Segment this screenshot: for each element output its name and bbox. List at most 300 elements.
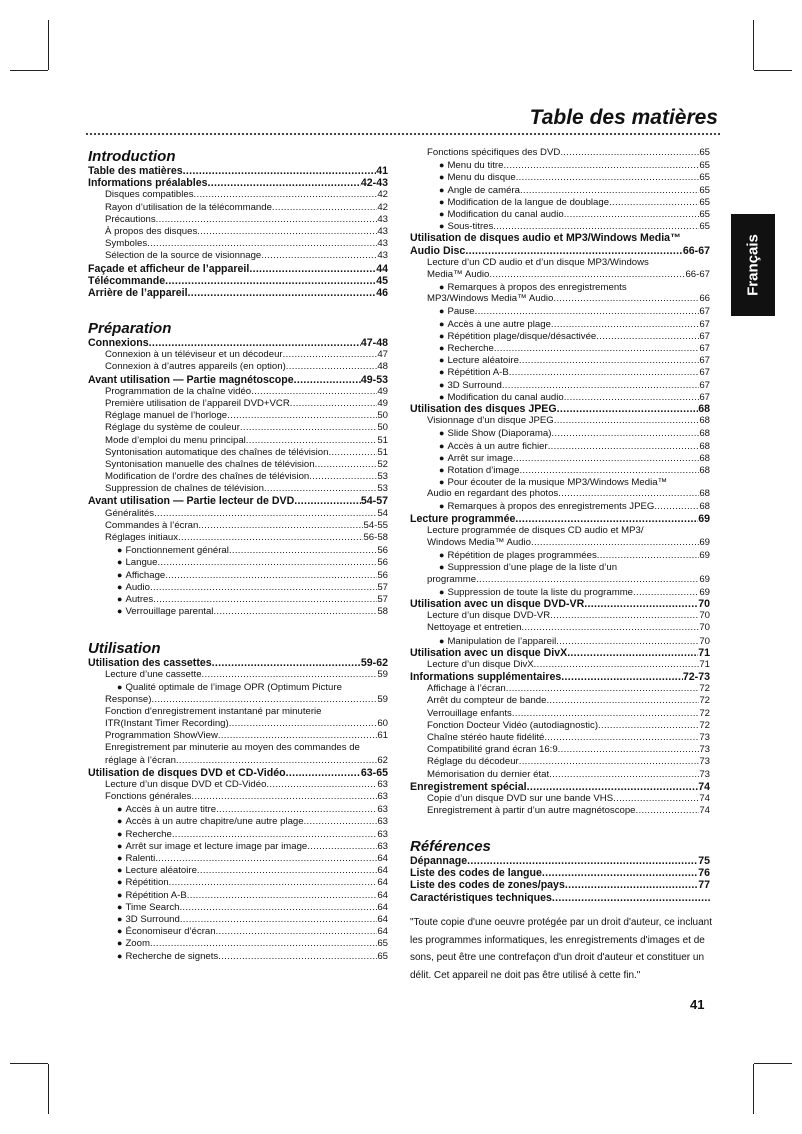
toc-entry[interactable] [88,520,388,532]
bullet-icon: ● [439,160,445,171]
toc-entry-page: 46 [376,286,388,299]
dot-leader [227,410,377,422]
toc-entry[interactable] [410,488,710,500]
bullet-icon: ● [439,379,445,390]
toc-entry-page: 69 [699,550,710,562]
toc-entry[interactable] [410,793,710,805]
bullet-icon: ● [117,581,123,592]
toc-entry[interactable] [410,171,710,183]
toc-entry[interactable] [410,695,710,707]
toc-entry[interactable] [88,669,388,681]
toc-entry[interactable] [88,238,388,250]
toc-entry[interactable] [410,342,710,354]
toc-entry-title: 3D Surround [447,379,502,391]
toc-entry-title: Visionnage d’un disque JPEG [427,415,554,427]
toc-entry[interactable] [410,720,710,732]
dot-leader [188,287,377,299]
toc-entry[interactable] [410,305,710,317]
toc-entry[interactable] [88,337,388,349]
toc-entry-page: 74 [699,792,710,804]
toc-entry[interactable] [410,708,710,720]
toc-entry-title: Angle de caméra [447,184,520,196]
toc-entry-title: Affichage à l’écran [427,683,506,695]
dot-leader [636,805,700,817]
dot-leader [513,453,699,465]
bullet-icon: ● [117,557,123,568]
dot-leader [584,598,698,610]
toc-entry-page: 41 [376,165,388,177]
toc-entry[interactable] [88,767,388,779]
toc-entry[interactable] [410,525,710,537]
dot-leader [506,683,700,695]
toc-entry[interactable] [88,913,388,925]
dot-leader [565,879,698,891]
toc-entry[interactable] [88,447,388,459]
toc-entry[interactable] [88,864,388,876]
toc-entry[interactable] [410,892,710,904]
bullet-icon: ● [439,586,445,597]
toc-entry-title: Arrière de l’appareil [88,286,188,299]
dot-leader [155,853,377,865]
toc-entry[interactable] [88,657,388,669]
dot-leader [551,319,699,331]
bullet-icon: ● [439,464,445,475]
toc-entry[interactable] [88,889,388,901]
toc-entry[interactable] [410,549,710,561]
toc-entry[interactable] [88,386,388,398]
toc-entry-title: Fonctions spécifiques des DVD [427,147,561,158]
toc-entry[interactable] [88,828,388,840]
toc-entry-page: 50 [377,410,388,422]
bullet-icon: ● [117,877,123,888]
toc-entry-title: Syntonisation automatique des chaînes de télévision [105,446,329,458]
toc-entry[interactable] [88,681,388,693]
toc-entry[interactable] [88,730,388,742]
toc-entry-title: programme [427,573,477,585]
bullet-icon: ● [117,593,123,604]
toc-entry[interactable] [410,769,710,781]
toc-entry[interactable] [88,165,388,177]
toc-entry-title: Fonctions générales [105,791,192,803]
dot-leader [157,557,377,569]
toc-entry[interactable] [88,189,388,201]
toc-entry[interactable] [410,196,710,208]
crop-mark [754,70,792,71]
toc-entry-page: 67 [699,355,710,367]
dot-leader [229,718,378,730]
toc-entry-title: Qualité optimale de l’image OPR (Optimum Picture [125,682,342,694]
toc-entry[interactable] [88,508,388,520]
toc-entry[interactable] [88,202,388,214]
dot-leader [266,779,377,791]
toc-entry-title: Disques compatibles [105,189,194,201]
toc-entry-title: Informations supplémentaires [410,671,562,684]
toc-entry[interactable] [410,671,710,683]
toc-entry-title: ITR(Instant Timer Recording) [105,717,229,729]
bullet-icon: ● [439,477,445,488]
dot-leader [519,465,699,477]
dot-leader [516,172,700,184]
dot-leader [465,245,683,257]
toc-entry[interactable] [88,742,388,754]
toc-entry-title: Lecture d’un disque DVD-VR [427,610,551,622]
toc-entry-page: 51 [377,434,388,446]
toc-entry[interactable] [410,659,710,671]
toc-entry-title: Modification du canal audio [447,391,564,403]
dot-leader [251,386,377,398]
toc-entry[interactable] [88,706,388,718]
toc-entry[interactable] [410,427,710,439]
toc-entry-page: 62 [377,754,388,766]
dot-leader [328,447,377,459]
dot-leader [208,177,361,189]
dot-leader [165,275,376,287]
crop-mark [754,1063,792,1064]
toc-entry[interactable] [88,398,388,410]
toc-entry[interactable] [410,732,710,744]
section-heading: Préparation [88,320,172,337]
toc-entry-title: Audio [125,581,150,593]
dot-leader [560,147,699,159]
toc-entry[interactable] [410,257,710,269]
dot-leader [198,520,363,532]
toc-entry[interactable] [410,610,710,622]
toc-entry-page: 47-48 [360,337,388,349]
dot-leader [548,441,700,453]
toc-entry-page: 59 [377,669,388,681]
toc-entry[interactable] [88,791,388,803]
bullet-icon: ● [439,221,445,232]
toc-entry-page: 70 [698,597,710,610]
dot-leader [212,657,361,669]
dot-leader [613,793,699,805]
toc-entry[interactable] [88,495,388,507]
toc-entry-title: Nettoyage et entretien [427,622,522,634]
toc-entry[interactable] [410,756,710,768]
toc-entry-page: 53 [377,483,388,495]
toc-entry-page: 58 [377,606,388,618]
toc-entry[interactable] [88,803,388,815]
toc-entry[interactable] [410,403,710,415]
toc-entry[interactable] [88,471,388,483]
toc-entry-title: Fonction d’enregistrement instantané par minuterie [105,705,322,717]
toc-entry-page: 65 [699,221,710,233]
toc-entry[interactable] [410,391,710,403]
toc-entry-title: Suppression d’une plage de la liste d’un [447,562,618,574]
toc-entry-title: Zoom [125,938,150,950]
dot-leader [551,428,699,440]
toc-entry-page: 73 [699,744,710,756]
toc-entry[interactable] [88,532,388,544]
toc-entry-title: Recherche de signets [125,950,219,962]
toc-entry-page: 59-62 [360,657,388,669]
toc-entry-title: Sélection de la source de visionnage [105,250,262,262]
toc-entry[interactable] [88,593,388,605]
bullet-icon: ● [439,501,445,512]
toc-entry-page: 65 [377,950,388,962]
toc-entry[interactable] [88,840,388,852]
toc-entry-page: 67 [699,318,710,330]
toc-entry-title: Compatibilité grand écran 16:9 [427,744,558,756]
toc-entry[interactable] [410,379,710,391]
dot-leader [549,769,699,781]
dot-leader [150,938,377,950]
toc-entry[interactable] [88,779,388,791]
dot-leader [596,331,699,343]
toc-entry-page: 52 [377,458,388,470]
toc-entry-title: Autres [125,593,154,605]
dot-leader [521,622,699,634]
toc-entry[interactable] [410,269,710,281]
toc-entry-title: Audio en regardant des photos [427,488,559,500]
dot-leader [218,730,377,742]
toc-entry[interactable] [88,569,388,581]
bullet-icon: ● [117,606,123,617]
toc-entry-page: 49-53 [360,373,388,386]
toc-entry[interactable] [410,354,710,366]
crop-mark [753,1064,754,1114]
toc-entry-title: Lecture aléatoire [125,865,197,877]
dot-leader [502,380,699,392]
toc-entry-page: 68 [699,428,710,440]
toc-entry[interactable] [410,598,710,610]
toc-entry[interactable] [410,293,710,305]
dot-leader [494,343,699,355]
toc-entry-title: Réglage manuel de l’horloge [105,410,228,422]
toc-entry-title: Connexions [88,337,149,349]
dot-leader [149,337,361,349]
toc-entry[interactable] [88,755,388,767]
toc-entry-page: 45 [376,274,388,287]
dot-leader [304,816,378,828]
toc-entry[interactable] [410,574,710,586]
dot-leader [240,422,377,434]
toc-entry[interactable] [410,561,710,573]
toc-entry[interactable] [88,556,388,568]
toc-entry[interactable] [88,177,388,189]
toc-entry[interactable] [410,415,710,427]
dot-leader [489,269,685,281]
dot-leader [307,841,377,853]
toc-entry-title: Mémorisation du dernier état [427,768,550,780]
toc-entry[interactable] [88,950,388,962]
bullet-icon: ● [117,853,123,863]
toc-entry-title: Réglage du décodeur [427,756,519,768]
toc-entry-title: Avant utilisation — Partie magnétoscope [88,373,294,386]
toc-entry-title: Remarques à propos des enregistrements JPEG [447,501,655,513]
toc-entry[interactable] [410,586,710,598]
toc-entry-title: Affichage [125,569,166,581]
toc-entry[interactable] [88,483,388,495]
toc-entry[interactable] [410,855,710,867]
toc-entry-page: 72 [699,719,710,731]
toc-entry-page: 49 [377,385,388,397]
dot-leader [286,361,378,373]
language-tab-label: Français [744,234,762,296]
dot-leader [519,355,699,367]
dot-leader [180,914,377,926]
dot-leader [546,695,699,707]
toc-entry[interactable] [410,744,710,756]
toc-entry[interactable] [410,245,710,257]
section-heading: Utilisation [88,640,161,657]
toc-entry-title: réglage à l’écran [105,754,176,766]
toc-entry-page: 53 [377,471,388,483]
toc-entry-title: MP3/Windows Media™ Audio [427,293,554,305]
toc-entry-title: Symboles [105,238,148,250]
toc-entry-page: 68 [699,415,710,427]
toc-entry[interactable] [410,318,710,330]
toc-entry[interactable] [88,263,388,275]
toc-entry-page: 43 [377,250,388,262]
toc-entry-title: Arrêt sur image et lecture image par image [125,840,308,852]
toc-entry-page: 69 [699,537,710,548]
crop-mark [10,1063,48,1064]
toc-entry[interactable] [410,184,710,196]
toc-entry[interactable] [88,435,388,447]
dot-leader [165,570,377,582]
toc-entry-title: Lecture d’une cassette [105,669,202,681]
toc-entry[interactable] [88,287,388,299]
dot-leader [544,732,699,744]
toc-entry-page: 74 [699,805,710,817]
bullet-icon: ● [439,184,445,195]
toc-entry-title: Arrêt du compteur de bande [427,695,547,707]
toc-entry[interactable] [410,537,710,549]
dot-leader [156,214,378,226]
toc-entry[interactable] [410,281,710,293]
toc-entry[interactable] [88,852,388,864]
copyright-note: "Toute copie d'une oeuvre protégée par un droit d'auteur, ce incluant les programmes informatiques, les enregistrements d'images et de sons, peut être une contrefaçon d'un droit d'auteur et constituer un délit. Cet appareil ne doit pas être utilisé à cette fin." [410,917,713,981]
toc-entry[interactable] [88,544,388,556]
toc-entry-page: 57 [377,581,388,593]
toc-entry-title: Accès à un autre fichier [447,440,548,452]
toc-entry[interactable] [88,374,388,386]
toc-entry[interactable] [88,422,388,434]
toc-entry[interactable] [88,214,388,226]
toc-entry[interactable] [88,349,388,361]
toc-entry[interactable] [88,226,388,238]
toc-entry-page: 69 [699,573,710,585]
toc-entry-page: 57 [377,593,388,605]
toc-entry-page: 64 [377,913,388,925]
toc-entry[interactable] [410,867,710,879]
toc-entry[interactable] [410,781,710,793]
toc-entry[interactable] [88,937,388,949]
toc-entry-title: Time Search [125,901,180,913]
dot-leader [151,694,377,706]
toc-entry[interactable] [88,694,388,706]
toc-entry-title: Modification de la langue de doublage [447,196,610,208]
dot-leader [554,415,700,427]
toc-entry[interactable] [88,718,388,730]
toc-entry[interactable] [410,440,710,452]
toc-entry[interactable] [410,683,710,695]
toc-entry-page: 65 [699,172,710,184]
toc-entry-title: Menu du disque [447,172,516,184]
toc-entry[interactable] [88,605,388,617]
toc-entry-page: 47 [377,349,388,361]
toc-entry[interactable] [88,361,388,373]
toc-entry[interactable] [410,147,710,159]
toc-entry-title: Utilisation avec un disque DVD-VR [410,597,585,610]
toc-entry-title: Dépannage [410,855,468,867]
toc-entry-title: Response) [105,693,152,705]
toc-entry[interactable] [410,500,710,512]
dot-leader [520,185,699,197]
toc-entry[interactable] [410,513,710,525]
page-number: 41 [690,997,705,1012]
toc-entry[interactable] [410,879,710,891]
toc-entry-page: 49 [377,397,388,409]
toc-entry[interactable] [88,815,388,827]
toc-entry-title: Menu du titre [447,160,504,172]
bullet-icon: ● [117,569,123,580]
toc-entry-title: Lecture programmée [410,512,516,525]
toc-entry-title: Utilisation de disques audio et MP3/Windows Media™ [410,232,681,245]
toc-entry[interactable] [410,622,710,634]
toc-entry-page: 66-67 [685,268,710,280]
toc-entry[interactable] [410,464,710,476]
toc-entry[interactable] [88,876,388,888]
toc-entry[interactable] [410,476,710,488]
toc-entry-page: 68 [699,440,710,452]
dot-leader [503,160,699,172]
toc-entry[interactable] [410,452,710,464]
toc-entry[interactable] [88,250,388,262]
toc-entry-page: 42 [377,189,388,201]
toc-entry[interactable] [410,220,710,232]
toc-entry[interactable] [88,459,388,471]
toc-entry[interactable] [88,581,388,593]
toc-entry[interactable] [88,901,388,913]
toc-entry[interactable] [410,635,710,647]
toc-entry[interactable] [410,159,710,171]
dot-leader [519,756,700,768]
toc-entry-page: 63 [377,816,388,828]
toc-entry[interactable] [88,275,388,287]
toc-entry[interactable] [410,805,710,817]
bullet-icon: ● [117,865,123,876]
bullet-icon: ● [439,343,445,353]
toc-entry[interactable] [410,208,710,220]
toc-entry-page: 66 [699,293,710,305]
toc-entry-title: Slide Show (Diaporama) [447,428,552,440]
toc-entry-title: Media™ Audio [427,268,490,280]
toc-entry-title: Fonctionnement général [125,545,229,557]
dot-leader [309,471,377,483]
toc-entry[interactable] [410,366,710,378]
toc-entry[interactable] [88,410,388,422]
toc-entry-title: Suppression de chaînes de télévision [105,483,264,495]
toc-entry[interactable] [410,232,710,244]
toc-entry-page: 67 [699,379,710,391]
toc-entry-title: Windows Media™ Audio [427,537,531,548]
toc-entry-page: 54-55 [363,519,388,531]
bullet-icon: ● [439,440,445,451]
toc-entry[interactable] [88,925,388,937]
toc-entry[interactable] [410,647,710,659]
toc-entry[interactable] [410,330,710,342]
toc-entry-page: 54 [377,507,388,519]
bullet-icon: ● [117,901,123,912]
toc-entry-title: Connexion à un téléviseur et un décodeur [105,349,283,361]
dot-leader [216,926,378,938]
toc-entry-page: 64 [377,889,388,901]
dot-leader [150,582,377,594]
toc-entry-page: 63 [377,840,388,852]
toc-entry-page: 72 [699,707,710,719]
